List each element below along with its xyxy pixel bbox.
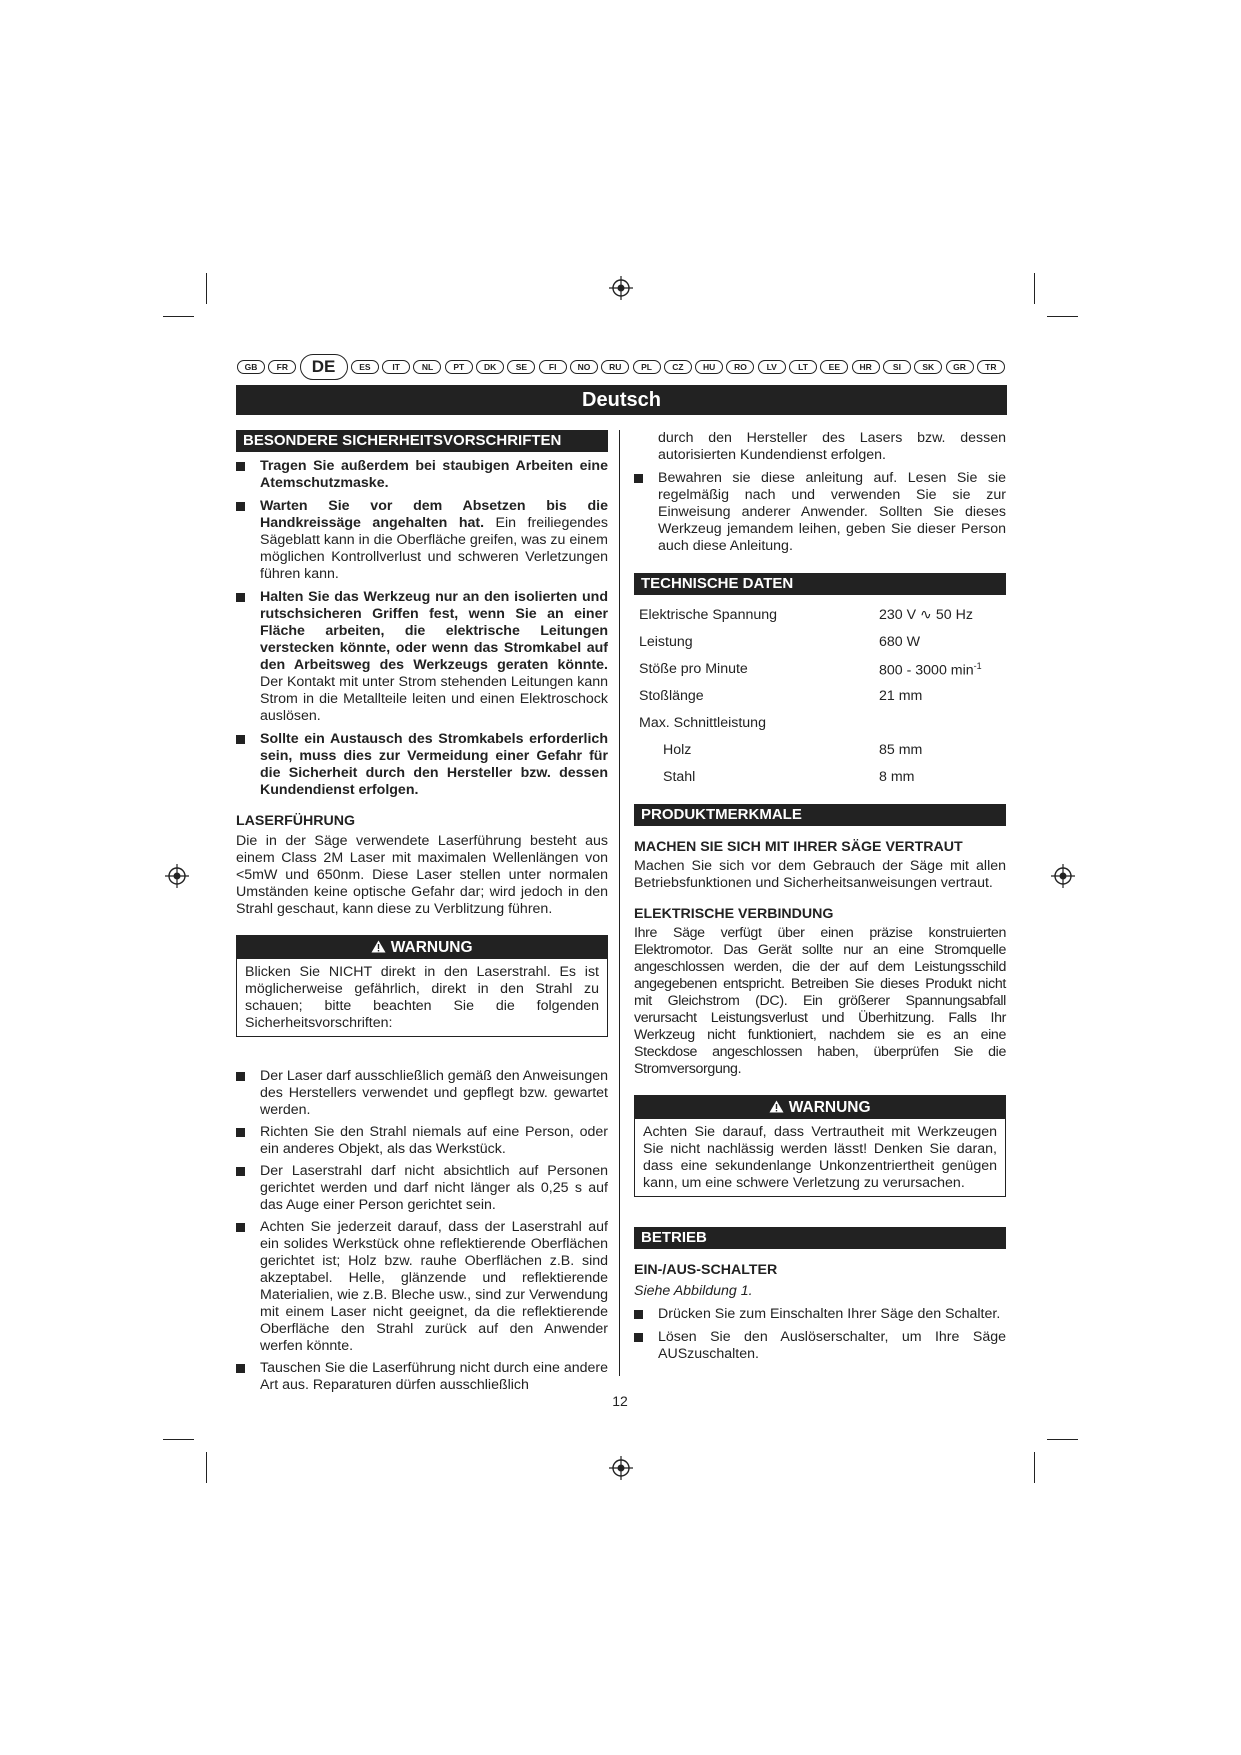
crop-mark: [1047, 316, 1078, 317]
list-item: Der Laserstrahl darf nicht absichtlich auf Personen gerichtet werden und darf nicht länger als 0,25 s auf das Auge einer Person gerichtet sein.: [236, 1163, 608, 1214]
column-divider: [619, 430, 620, 1376]
language-chip-gb: GB: [237, 360, 265, 374]
language-chip-it: IT: [382, 360, 410, 374]
language-chip-cz: CZ: [664, 360, 692, 374]
electric-heading: ELEKTRISCHE VERBINDUNG: [634, 906, 834, 922]
warning-box: [634, 1095, 1006, 1197]
crop-mark: [1047, 1439, 1078, 1440]
registration-mark-icon: [165, 864, 189, 888]
list-item: Warten Sie vor dem Absetzen bis die Handkreissäge angehalten hat. Ein freiliegendes Sägeblatt kann in die Oberfläche greifen, was zu einem möglichen Kontrollverlust und schweren Verletzungen führen kann.: [236, 498, 608, 583]
crop-mark: [1034, 1452, 1035, 1483]
laser-paragraph: Die in der Säge verwendete Laserführung besteht aus einem Class 2M Laser mit maximalen Wellenlängen von <5mW und 650nm. Diese Laser stellen unter normalen Umständen keine optische Gefahr dar; wird jedoch in den Strahl geschaut, kann diese zu Verblitzung führen.: [236, 833, 608, 917]
warning-text: Blicken Sie NICHT direkt in den Laserstrahl. Es ist möglicherweise gefährlich, direkt in den Strahl zu schauen; bitte beachten Sie die folgenden Sicherheitsvorschriften:: [245, 964, 599, 1031]
figure-reference: Siehe Abbildung 1.: [634, 1283, 753, 1299]
language-chip-dk: DK: [476, 360, 504, 374]
language-chip-de: DE: [300, 354, 348, 380]
language-chip-nl: NL: [413, 360, 441, 374]
language-chip-si: SI: [883, 360, 911, 374]
list-item: Bewahren sie diese anleitung auf. Lesen Sie sie regelmäßig nach und verwenden Sie sie zur Einweisung anderer Anwender. Sollten Sie dieses Werkzeug jemandem leihen, geben Sie dieser Person auch diese Anleitung.: [634, 470, 1006, 555]
list-item: Lösen Sie den Auslöserschalter, um Ihre Säge AUSzuschalten.: [634, 1329, 1006, 1363]
list-item: Drücken Sie zum Einschalten Ihrer Säge den Schalter.: [634, 1306, 1006, 1323]
right-column: [634, 430, 1006, 595]
crop-mark: [163, 316, 194, 317]
warning-triangle-icon: [769, 1100, 784, 1113]
registration-mark-icon: [1051, 864, 1075, 888]
list-item: Richten Sie den Strahl niemals auf eine Person, oder ein anderes Objekt, als das Werkstück.: [236, 1124, 608, 1158]
spec-row: Elektrische Spannung 230 V ∿ 50 Hz: [639, 607, 973, 623]
language-chip-lt: LT: [789, 360, 817, 374]
spec-row: Stoßlänge 21 mm: [639, 688, 923, 704]
switch-heading: EIN-/AUS-SCHALTER: [634, 1262, 778, 1278]
list-item: Tragen Sie außerdem bei staubigen Arbeiten eine Atemschutzmaske.: [236, 458, 608, 492]
electric-paragraph: Ihre Säge verfügt über einen präzise konstruierten Elektromotor. Das Gerät sollte nur an eine Stromquelle angeschlossen werden, die der auf dem Leistungsschild angegebenen entspricht. Betreiben Sie dieses Produkt nicht mit Gleichstrom (DC). Ein größerer Spannungsabfall verursacht Leistungsverlust und Überhitzung. Falls Ihr Werkzeug nicht funktioniert, nachdem sie es an eine Steckdose angeschlossen haben, überprüfen Sie die Stromversorgung.: [634, 925, 1006, 1077]
section-heading-operation: BETRIEB: [634, 1227, 1006, 1249]
language-chip-ro: RO: [726, 360, 754, 374]
list-item: Halten Sie das Werkzeug nur an den isolierten und rutschsicheren Griffen fest, wenn Sie an einer Fläche arbeiten, die elektrische Leitungen verstecken könnte, oder wenn das Stromkabel auf den Arbeitsweg des Werkzeugs geraten könnte. Der Kontakt mit unter Strom stehenden Leitungen kann Strom in die Metallteile leiten und einen Elektroschock auslösen.: [236, 589, 608, 725]
spec-row: Leistung 680 W: [639, 634, 921, 650]
warning-box: [236, 935, 608, 1037]
language-selector: [237, 354, 1005, 380]
registration-mark-icon: [609, 276, 633, 300]
language-chip-gr: GR: [946, 360, 974, 374]
language-chip-es: ES: [351, 360, 379, 374]
spec-row: Holz 85 mm: [663, 742, 923, 758]
language-chip-hr: HR: [852, 360, 880, 374]
warning-heading: WARNUNG: [237, 936, 607, 959]
list-item: Der Laser darf ausschließlich gemäß den Anweisungen des Herstellers verwendet und gepflegt bzw. gewartet werden.: [236, 1068, 608, 1119]
section-heading-safety: BESONDERE SICHERHEITSVORSCHRIFTEN: [236, 430, 608, 452]
language-chip-sk: SK: [914, 360, 942, 374]
crop-mark: [163, 1439, 194, 1440]
language-chip-hu: HU: [695, 360, 723, 374]
language-chip-fi: FI: [539, 360, 567, 374]
continuation-text: durch den Hersteller des Lasers bzw. dessen autorisierten Kundendienst erfolgen.: [658, 430, 1006, 463]
language-chip-tr: TR: [977, 360, 1005, 374]
familiar-heading: MACHEN SIE SICH MIT IHRER SÄGE VERTRAUT: [634, 839, 963, 855]
page-title: Deutsch: [236, 385, 1007, 415]
spec-table: [639, 607, 1001, 796]
crop-mark: [1034, 273, 1035, 304]
crop-mark: [206, 273, 207, 304]
page-number: 12: [612, 1393, 628, 1409]
language-chip-fr: FR: [268, 360, 296, 374]
spec-row: Stöße pro Minute 800 - 3000 $\min^{-1}$: [639, 661, 982, 679]
warning-triangle-icon: [371, 940, 386, 953]
language-chip-ru: RU: [601, 360, 629, 374]
right-column-lower: [634, 804, 1006, 1363]
language-chip-no: NO: [570, 360, 598, 374]
warning-heading: WARNUNG: [635, 1096, 1005, 1119]
crop-mark: [206, 1452, 207, 1483]
language-chip-pl: PL: [633, 360, 661, 374]
list-item: Achten Sie jederzeit darauf, dass der Laserstrahl auf ein solides Werkstück ohne reflektierende Oberflächen gerichtet ist; Holz bzw. rauhe Oberflächen z.B. sind akzeptabel. Helle, glänzende und reflektierende Materialien, wie z.B. Bleche usw., sind zur Verwendung mit einem Laser nicht geeignet, da die reflektierende Oberfläche den Strahl zurück auf den Anwender werfen könnte.: [236, 1219, 608, 1355]
list-item: Tauschen Sie die Laserführung nicht durch eine andere Art aus. Reparaturen dürfen ausschließlich: [236, 1360, 608, 1394]
warning-text: Achten Sie darauf, dass Vertrautheit mit Werkzeugen Sie nicht nachlässig werden lässt! Denken Sie daran, dass eine sekundenlange Unkonzentriertheit genügen kann, um eine schwere Verletzung zu verursachen.: [643, 1124, 997, 1191]
familiar-paragraph: Machen Sie sich vor dem Gebrauch der Säge mit allen Betriebsfunktionen und Sicherheitsanweisungen vertraut.: [634, 858, 1006, 891]
list-item: Sollte ein Austausch des Stromkabels erforderlich sein, muss dies zur Vermeidung einer Gefahr für die Sicherheit durch den Hersteller bzw. dessen Kundendienst erfolgen.: [236, 731, 608, 799]
spec-row: Max. Schnittleistung: [639, 715, 766, 731]
language-chip-lv: LV: [758, 360, 786, 374]
left-column: [236, 430, 608, 1394]
language-chip-se: SE: [507, 360, 535, 374]
language-chip-ee: EE: [820, 360, 848, 374]
laser-heading: LASERFÜHRUNG: [236, 813, 356, 829]
section-heading-features: PRODUKTMERKMALE: [634, 804, 1006, 826]
spec-row: Stahl 8 mm: [663, 769, 915, 785]
registration-mark-icon: [609, 1456, 633, 1480]
language-chip-pt: PT: [445, 360, 473, 374]
section-heading-tech: TECHNISCHE DATEN: [634, 573, 1006, 595]
